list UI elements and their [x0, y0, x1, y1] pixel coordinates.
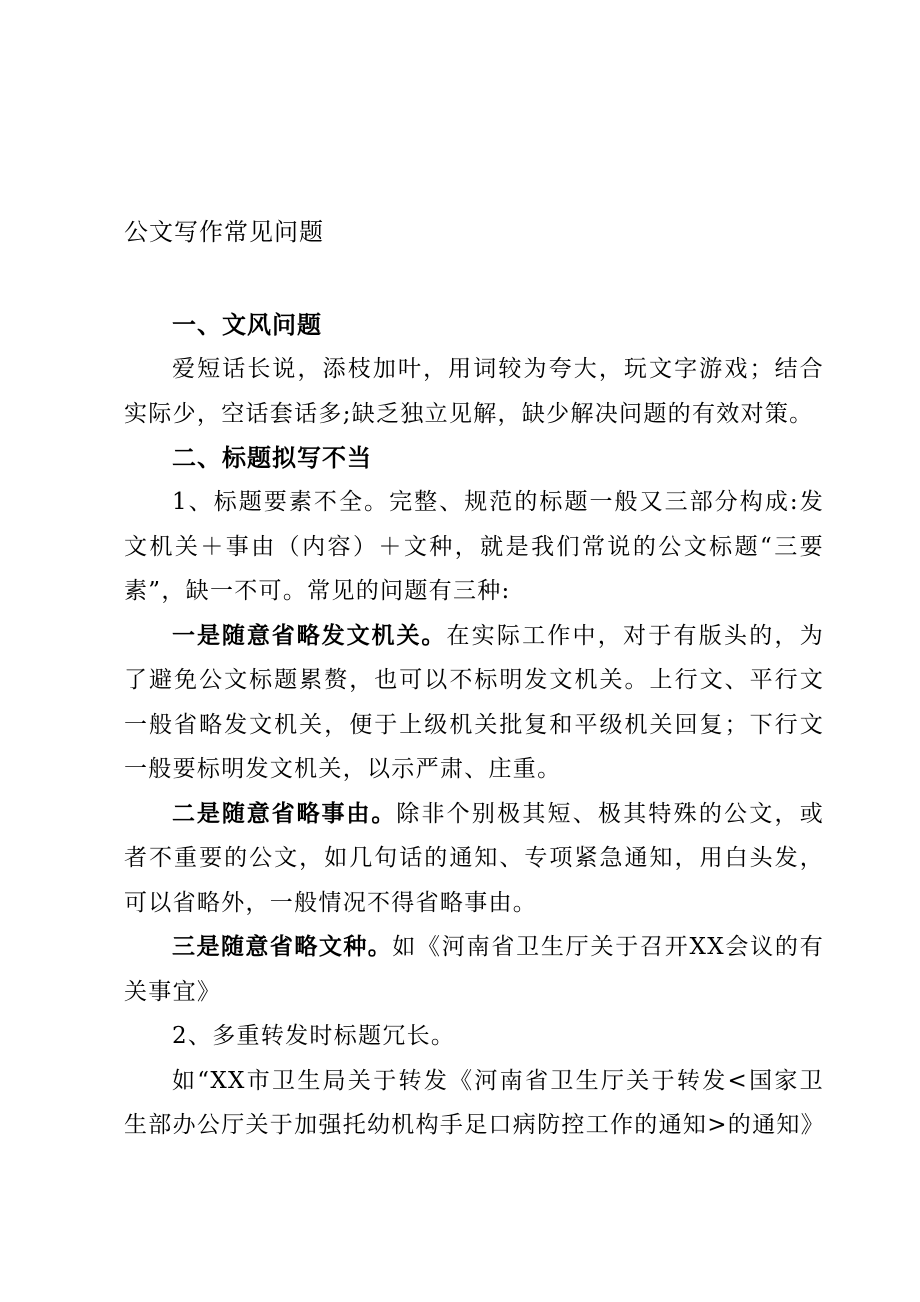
text-omit-doctype: 如《河南省卫生厅关于召开XX会议的有关事宜》	[124, 934, 824, 1005]
section-heading-title: 二、标题拟写不当	[172, 444, 372, 472]
bold-lead-omit-issuer: 一是随意省略发文机关。	[172, 622, 447, 649]
document-title: 公文写作常见问题	[124, 218, 324, 246]
bold-lead-omit-subject: 二是随意省略事由。	[172, 800, 397, 827]
text-omit-issuer: 在实际工作中，对于有版头的，为了避免公文标题累赘，也可以不标明发文机关。上行文、平行文一般省略发文机关，便于上级机关批复和平级机关回复；下行文一般要标明发文机关，以示严肃、庄重。	[124, 622, 825, 782]
paragraph-style-problems: 爱短话长说，添枝加叶，用词较为夸大，玩文字游戏；结合实际少，空话套话多;缺乏独立见解，缺少解决问题的有效对策。	[124, 356, 824, 427]
text-omit-subject: 除非个别极其短、极其特殊的公文，或者不重要的公文，如几句话的通知、专项紧急通知，用白头发，可以省略外，一般情况不得省略事由。	[124, 800, 824, 916]
paragraph-example: 如“XX市卫生局关于转发《河南省卫生厅关于转发<国家卫生部办公厅关于加强托幼机构手足口病防控工作的通知>的通知》	[124, 1067, 825, 1138]
paragraph-omit-issuer	[124, 614, 824, 792]
paragraph-long-title: 2、多重转发时标题冗长。	[172, 1023, 456, 1049]
paragraph-title-elements: 1、标题要素不全。完整、规范的标题一般又三部分构成:发文机关＋事由（内容）＋文种，就是我们常说的公文标题“三要素”，缺一不可。常见的问题有三种:	[124, 489, 824, 604]
bold-lead-omit-doctype: 三是随意省略文种。	[172, 934, 393, 960]
paragraph-omit-subject	[124, 792, 824, 926]
section-heading-style: 一、文风问题	[172, 311, 322, 339]
paragraph-omit-doctype	[124, 925, 824, 1014]
document-body	[124, 303, 824, 1148]
